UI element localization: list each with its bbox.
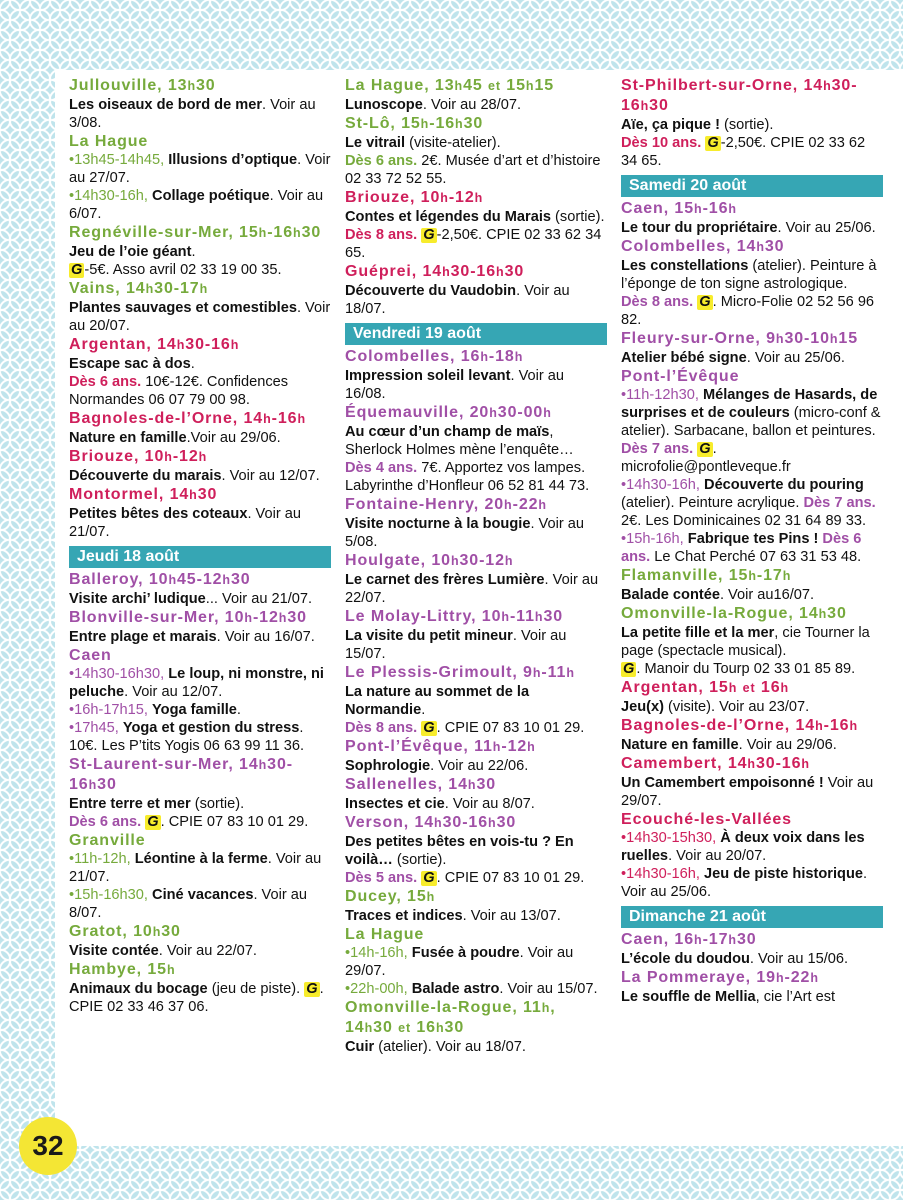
event-location: Le Molay-Littry, 10h-11h30: [345, 608, 564, 625]
event-location: St-Lô, 15h-16h30: [345, 115, 484, 132]
event-description: Entre terre et mer (sortie).: [69, 796, 245, 812]
event-location: Bagnoles-de-l’Orne, 14h-16h: [69, 410, 306, 427]
event-location: Omonville-la-Rogue, 14h30: [621, 605, 847, 622]
event-location: Regnéville-sur-Mer, 15h-16h30: [69, 224, 322, 241]
event-description: Cuir (atelier). Voir au 18/07.: [345, 1039, 526, 1055]
event-description: •14h30-16h, Jeu de piste historique. Voir au 25/06.: [621, 866, 868, 900]
event-description: •15h-16h, Fabrique tes Pins ! Dès 6 ans. Le Chat Perché 07 63 31 53 48.: [621, 531, 862, 565]
event-description: Nature en famille. Voir au 29/06.: [621, 737, 837, 753]
event-location: Blonville-sur-Mer, 10h-12h30: [69, 609, 307, 626]
event-description: •11h-12h, Léontine à la ferme. Voir au 21/07.: [69, 851, 322, 885]
event-description: Dès 10 ans. G -2,50€. CPIE 02 33 62 34 65.: [621, 135, 866, 169]
event-description: Atelier bébé signe. Voir au 25/06.: [621, 350, 845, 366]
event-location: Briouze, 10h-12h: [69, 448, 208, 465]
event-description: La nature au sommet de la Normandie.: [345, 684, 530, 718]
event-description: Le tour du propriétaire. Voir au 25/06.: [621, 220, 876, 236]
event-description: Visite nocturne à la bougie. Voir au 5/08.: [345, 516, 584, 550]
event-location: St-Philbert-sur-Orne, 14h30-16h30: [621, 77, 858, 114]
event-location: Flamanville, 15h-17h: [621, 567, 792, 584]
event-description: Dès 6 ans. 2€. Musée d’art et d’histoire 02 33 72 52 55.: [345, 153, 601, 187]
event-description: Jeu(x) (visite). Voir au 23/07.: [621, 699, 810, 715]
event-location: Argentan, 15h et 16h: [621, 679, 790, 696]
event-description: Le vitrail (visite-atelier).: [345, 135, 501, 151]
event-location: La Hague, 13h45 et 15h15: [345, 77, 555, 94]
event-description: Un Camembert empoisonné ! Voir au 29/07.: [621, 775, 874, 809]
event-location: Argentan, 14h30-16h: [69, 336, 240, 353]
event-location: Houlgate, 10h30-12h: [345, 552, 514, 569]
event-location: Briouze, 10h-12h: [345, 189, 484, 206]
event-description: Les oiseaux de bord de mer. Voir au 3/08.: [69, 97, 316, 131]
event-location: Bagnoles-de-l’Orne, 14h-16h: [621, 717, 858, 734]
event-location: Caen, 15h-16h: [621, 200, 737, 217]
column-1: [69, 76, 331, 1016]
event-location: Équemauville, 20h30-00h: [345, 404, 552, 421]
event-description: Dès 8 ans. G -2,50€. CPIE 02 33 62 34 65.: [345, 227, 602, 261]
event-location: Colombelles, 16h-18h: [345, 348, 524, 365]
page-number: 32: [32, 1130, 64, 1161]
event-location: Le Plessis-Grimoult, 9h-11h: [345, 664, 575, 681]
event-description: •15h-16h30, Ciné vacances. Voir au 8/07.: [69, 887, 307, 921]
event-description: Dès 4 ans. 7€. Apportez vos lampes. Labyrinthe d’Honfleur 06 52 81 44 73.: [345, 460, 590, 494]
event-description: Sophrologie. Voir au 22/06.: [345, 758, 529, 774]
event-location: Vains, 14h30-17h: [69, 280, 209, 297]
event-description: Animaux du bocage (jeu de piste). G . CPIE 02 33 46 37 06.: [69, 981, 324, 1015]
event-description: Découverte du Vaudobin. Voir au 18/07.: [345, 283, 570, 317]
column-2: [345, 76, 607, 1056]
event-description: •22h-00h, Balade astro. Voir au 15/07.: [345, 981, 598, 997]
event-description: Balade contée. Voir au16/07.: [621, 587, 815, 603]
event-description: Aïe, ça pique ! (sortie).: [621, 117, 774, 133]
event-location: Omonville-la-Rogue, 11h, 14h30 et 16h30: [345, 999, 556, 1036]
event-description: •14h30-16h, Collage poétique. Voir au 6/07.: [69, 188, 324, 222]
event-description: •11h-12h30, Mélanges de Hasards, de surprises et de couleurs (micro-conf & atelier). Sarbacane, ballon et peintures. Dès 7 ans. G . microfolie@pontleveque.fr: [621, 387, 881, 475]
event-location: St-Laurent-sur-Mer, 14h30-16h30: [69, 756, 293, 793]
event-location: Jullouville, 13h30: [69, 77, 216, 94]
event-description: •13h45-14h45, Illusions d’optique. Voir au 27/07.: [69, 152, 331, 186]
event-location: Ecouché-les-Vallées: [621, 811, 792, 828]
day-header: Dimanche 21 août: [621, 906, 883, 928]
event-description: Dès 6 ans. 10€-12€. Confidences Normandes 06 07 79 00 98.: [69, 374, 289, 408]
event-location: Hambye, 15h: [69, 961, 176, 978]
event-location: Montormel, 14h30: [69, 486, 218, 503]
event-description: Des petites bêtes en vois-tu ? En voilà… (sortie).: [345, 834, 574, 868]
event-location: La Hague: [345, 926, 425, 943]
event-location: Caen: [69, 647, 112, 664]
event-description: L’école du doudou. Voir au 15/06.: [621, 951, 849, 967]
day-header: Samedi 20 août: [621, 175, 883, 197]
event-description: •17h45, Yoga et gestion du stress. 10€. Les P’tits Yogis 06 63 99 11 36.: [69, 720, 305, 754]
event-location: Pont-l’Évêque, 11h-12h: [345, 738, 536, 755]
event-location: Ducey, 15h: [345, 888, 436, 905]
event-description: G -5€. Asso avril 02 33 19 00 35.: [71, 262, 282, 278]
day-header: Jeudi 18 août: [69, 546, 331, 568]
event-location: Gratot, 10h30: [69, 923, 181, 940]
event-description: La petite fille et la mer, cie Tourner la page (spectacle musical).: [621, 625, 870, 659]
event-description: Entre plage et marais. Voir au 16/07.: [69, 629, 315, 645]
event-location: La Pommeraye, 19h-22h: [621, 969, 819, 986]
event-description: Dès 8 ans. G . CPIE 07 83 10 01 29.: [345, 720, 585, 736]
event-location: Caen, 16h-17h30: [621, 931, 757, 948]
event-description: G . Manoir du Tourp 02 33 01 85 89.: [623, 661, 856, 677]
event-location: Guéprei, 14h30-16h30: [345, 263, 525, 280]
event-description: •16h-17h15, Yoga famille.: [69, 702, 241, 718]
event-description: Dès 6 ans. G . CPIE 07 83 10 01 29.: [69, 814, 309, 830]
event-description: Au cœur d’un champ de maïs, Sherlock Holmes mène l’enquête…: [345, 424, 574, 458]
event-description: Petites bêtes des coteaux. Voir au 21/07.: [69, 506, 301, 540]
event-description: Contes et légendes du Marais (sortie).: [345, 209, 605, 225]
event-description: Traces et indices. Voir au 13/07.: [345, 908, 561, 924]
event-location: La Hague: [69, 133, 149, 150]
event-description: Visite contée. Voir au 22/07.: [69, 943, 257, 959]
event-location: Verson, 14h30-16h30: [345, 814, 517, 831]
event-description: •14h-16h, Fusée à poudre. Voir au 29/07.: [345, 945, 574, 979]
event-description: •14h30-16h, Découverte du pouring (atelier). Peinture acrylique. Dès 7 ans. 2€. Les Dominicaines 02 31 64 89 33.: [621, 477, 876, 529]
page-number-badge: [19, 1117, 77, 1175]
event-description: Dès 8 ans. G . Micro-Folie 02 52 56 96 82.: [621, 294, 875, 328]
event-location: Camembert, 14h30-16h: [621, 755, 810, 772]
day-header: Vendredi 19 août: [345, 323, 607, 345]
event-description: Plantes sauvages et comestibles. Voir au 20/07.: [69, 300, 331, 334]
event-location: Balleroy, 10h45-12h30: [69, 571, 251, 588]
event-location: Granville: [69, 832, 146, 849]
event-description: Dès 5 ans. G . CPIE 07 83 10 01 29.: [345, 870, 585, 886]
event-description: Visite archi’ ludique... Voir au 21/07.: [69, 591, 313, 607]
event-description: Jeu de l’oie géant.: [69, 244, 196, 260]
event-description: Le carnet des frères Lumière. Voir au 22/07.: [345, 572, 599, 606]
event-location: Sallenelles, 14h30: [345, 776, 497, 793]
event-description: •14h30-15h30, À deux voix dans les ruelles. Voir au 20/07.: [621, 830, 865, 864]
event-description: Le souffle de Mellia, cie l’Art est: [621, 989, 836, 1005]
event-location: Colombelles, 14h30: [621, 238, 785, 255]
event-description: La visite du petit mineur. Voir au 15/07.: [345, 628, 567, 662]
event-description: Les constellations (atelier). Peinture à l’éponge de ton signe astrologique.: [621, 258, 877, 292]
event-description: Insectes et cie. Voir au 8/07.: [345, 796, 535, 812]
event-description: Nature en famille.Voir au 29/06.: [69, 430, 281, 446]
event-location: Fleury-sur-Orne, 9h30-10h15: [621, 330, 859, 347]
event-description: •14h30-16h30, Le loup, ni monstre, ni peluche. Voir au 12/07.: [69, 666, 324, 700]
event-description: Lunoscope. Voir au 28/07.: [345, 97, 522, 113]
event-description: Découverte du marais. Voir au 12/07.: [69, 468, 320, 484]
event-description: Escape sac à dos.: [69, 356, 195, 372]
column-3: [621, 76, 883, 1006]
event-location: Pont-l’Évêque: [621, 368, 740, 385]
event-description: Impression soleil levant. Voir au 16/08.: [345, 368, 565, 402]
event-location: Fontaine-Henry, 20h-22h: [345, 496, 547, 513]
